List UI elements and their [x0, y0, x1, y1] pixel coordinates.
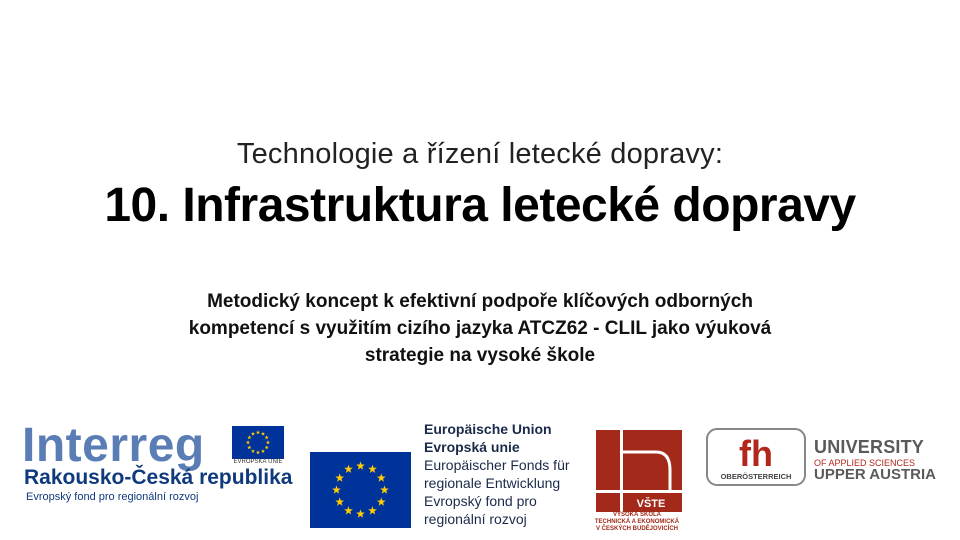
description-line: kompetencí s využitím cizího jazyka ATCZ62 - CLIL jako výuková [188, 318, 772, 339]
fh-mark: fh [739, 433, 773, 474]
eu-flag-icon [310, 452, 411, 528]
slide-subtitle: Technologie a řízení letecké dopravy: [236, 138, 724, 170]
fh-caption: OBERÖSTERREICH [720, 472, 792, 481]
eu-fund-text [424, 420, 570, 528]
interreg-eu-caption: EVROPSKÁ UNIE [233, 459, 283, 465]
eu-line: Evropský fond pro [424, 493, 537, 509]
vste-caption [584, 512, 690, 533]
eu-line: regionale Entwicklung [424, 475, 561, 491]
eu-flag-small-icon [232, 426, 284, 459]
vste-caption-line: V ČESKÝCH BUDĚJOVICÍCH [595, 526, 678, 532]
eu-line: Europäischer Fonds für [424, 457, 570, 473]
vste-caption-line: VYSOKÁ ŠKOLA [612, 512, 661, 518]
description-line: Metodický koncept k efektivní podpoře klíčových odborných [207, 291, 753, 312]
eu-line: Evropská unie [424, 439, 520, 455]
slide-description [150, 288, 810, 369]
interreg-fund: Evropský fond pro regionální rozvoj [26, 491, 199, 503]
uas-line-3: UPPER AUSTRIA [814, 466, 936, 483]
eu-line: Europäische Union [424, 421, 552, 437]
vste-badge: VŠTE [636, 498, 666, 510]
eu-line: regionální rozvoj [424, 511, 527, 527]
description-line: strategie na vysoké škole [364, 345, 596, 366]
interreg-country: Rakousko-Česká republika [24, 466, 293, 489]
uas-line-1: UNIVERSITY [814, 437, 925, 457]
interreg-logo-word: Interreg [22, 419, 205, 472]
vste-caption-line: TECHNICKÁ A EKONOMICKÁ [594, 519, 680, 525]
slide-title: 10. Infrastruktura letecké dopravy [104, 179, 856, 232]
uas-line-2: OF APPLIED SCIENCES [814, 458, 916, 468]
vste-logo-icon [596, 430, 682, 512]
